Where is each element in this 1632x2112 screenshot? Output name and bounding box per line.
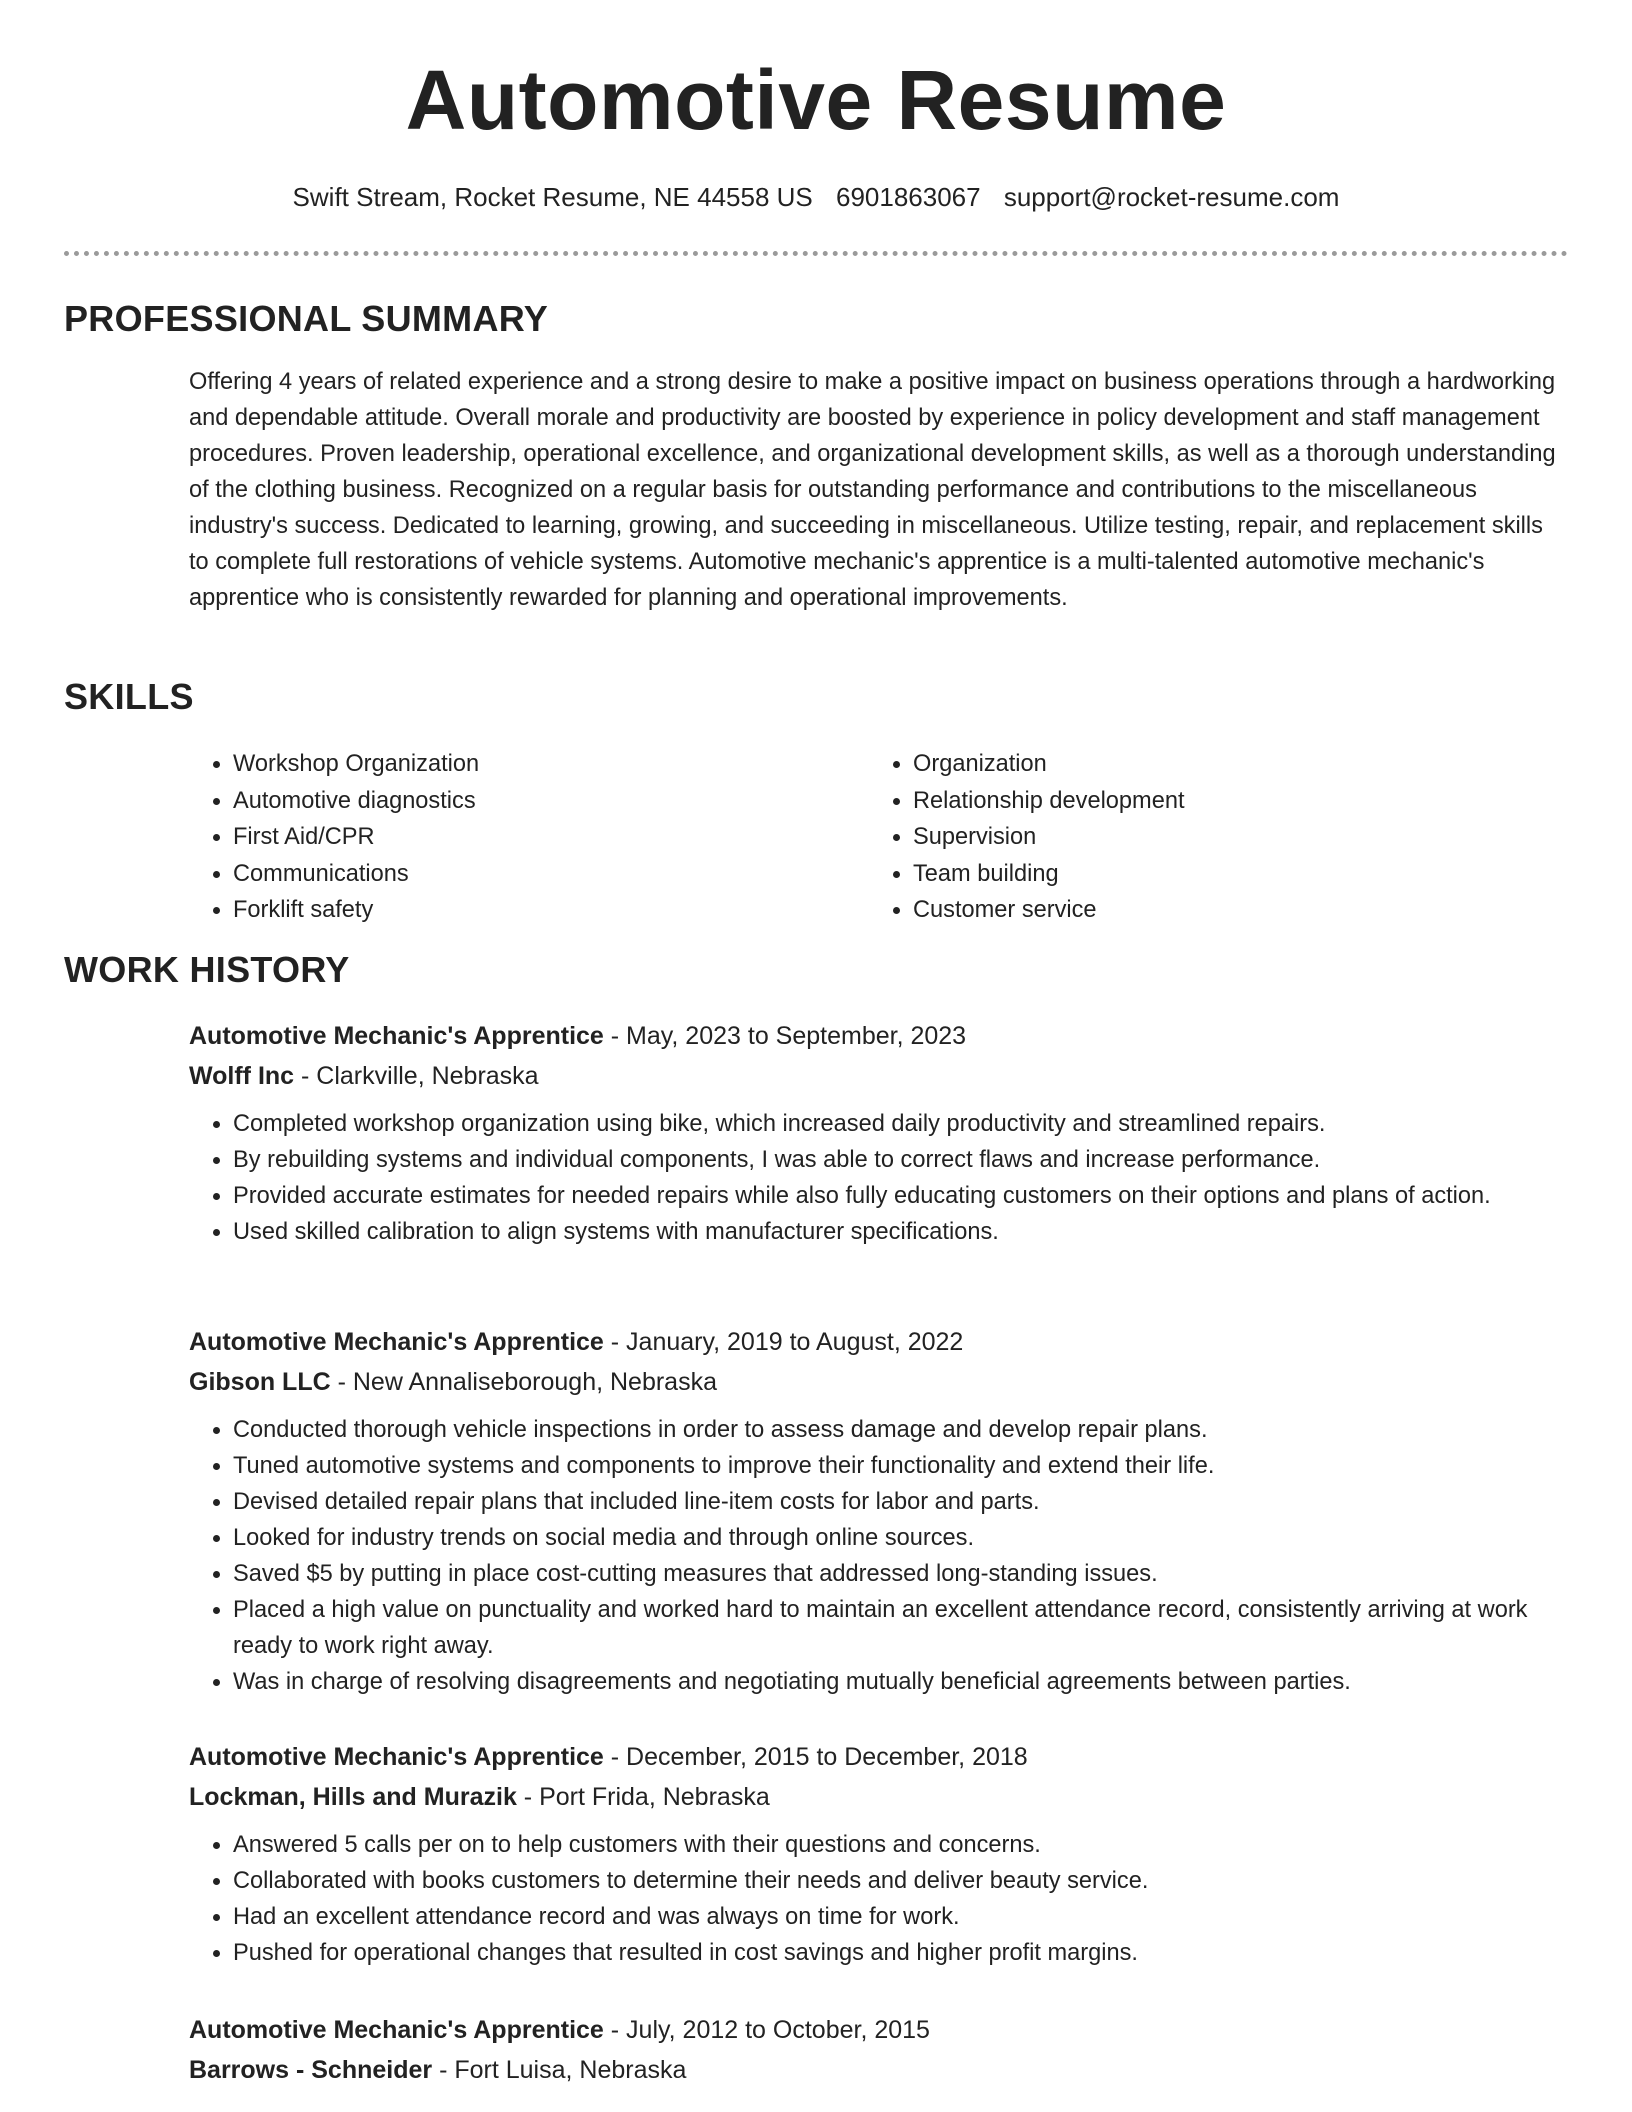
job-company: Barrows - Schneider	[189, 2056, 433, 2084]
job-dates: May, 2023 to September, 2023	[626, 1022, 967, 1050]
job-company: Lockman, Hills and Murazik	[189, 1783, 517, 1811]
job-location: New Annaliseborough, Nebraska	[352, 1368, 717, 1396]
job-title: Automotive Mechanic's Apprentice	[189, 1022, 604, 1050]
contact-phone: 6901863067	[835, 182, 981, 212]
job-company-line: Gibson LLC - New Annaliseborough, Nebraska	[189, 1368, 717, 1396]
professional-summary: Offering 4 years of related experience and a strong desire to make a positive impact on business operations through a hardworking and dependable attitude. Overall morale and productivity are boosted by experience in policy development and staff management procedures. Proven leadership, operational excellence, and organizational development skills, as well as a thorough understanding of the clothing business. Recognized on a regular basis for outstanding performance and contributions to the miscellaneous industry's success. Dedicated to learning, growing, and succeeding in miscellaneous. Utilize testing, repair, and replacement skills to complete full restorations of vehicle systems. Automotive mechanic's apprentice is a multi-talented automotive mechanic's apprentice who is consistently rewarded for planning and operational improvements.	[189, 369, 1556, 611]
job-location: Port Frida, Nebraska	[539, 1783, 770, 1811]
job-title-line: Automotive Mechanic's Apprentice - January, 2019 to August, 2022	[189, 1328, 964, 1356]
skills-column-right	[869, 746, 1549, 929]
job-entry	[189, 1737, 1569, 1971]
job-company: Wolff Inc	[189, 1062, 295, 1090]
job-bullet: • Answered 5 calls per on to help customers with their questions and concerns.	[233, 1827, 1569, 1863]
job-bullet: • Pushed for operational changes that resulted in cost savings and higher profit margins.	[233, 1935, 1569, 1971]
job-bullet: • Placed a high value on punctuality and worked hard to maintain an excellent attendance record, consistently arriving at work ready to work right away.	[233, 1592, 1569, 1664]
skill-item: • Automotive diagnostics	[233, 783, 869, 820]
job-bullet: • Saved $5 by putting in place cost-cutting measures that addressed long-standing issues.	[233, 1556, 1569, 1592]
job-title: Automotive Mechanic's Apprentice	[189, 1743, 604, 1771]
contact-email: support@rocket-resume.com	[1003, 182, 1340, 212]
skill-item: • Communications	[233, 856, 869, 893]
job-dates: July, 2012 to October, 2015	[626, 2016, 930, 2044]
skill-item: • Team building	[913, 856, 1549, 893]
job-bullet: • Collaborated with books customers to determine their needs and deliver beauty service.	[233, 1863, 1569, 1899]
header-divider	[64, 251, 1568, 256]
job-title-line: Automotive Mechanic's Apprentice - December, 2015 to December, 2018	[189, 1743, 1028, 1771]
skills-column-left	[189, 746, 869, 929]
contact-line	[0, 182, 1632, 213]
skill-item: • Workshop Organization	[233, 746, 869, 783]
job-title-line: Automotive Mechanic's Apprentice - July, 2012 to October, 2015	[189, 2016, 930, 2044]
job-bullet: • Provided accurate estimates for needed repairs while also fully educating customers on their options and plans of action.	[233, 1178, 1569, 1214]
job-company: Gibson LLC	[189, 1368, 331, 1396]
job-bullet: • Tuned automotive systems and components to improve their functionality and extend their life.	[233, 1448, 1569, 1484]
job-bullet: • Devised detailed repair plans that included line-item costs for labor and parts.	[233, 1484, 1569, 1520]
skill-item: • First Aid/CPR	[233, 819, 869, 856]
section-heading-summary: PROFESSIONAL SUMMARY	[64, 298, 549, 339]
job-bullets	[189, 1827, 1569, 1971]
job-entry	[189, 2010, 1569, 2090]
skill-item: • Customer service	[913, 892, 1549, 929]
job-location: Clarkville, Nebraska	[316, 1062, 539, 1090]
job-bullet: • Used skilled calibration to align systems with manufacturer specifications.	[233, 1214, 1569, 1250]
contact-address: Swift Stream, Rocket Resume, NE 44558 US	[292, 182, 813, 212]
resume-title: Automotive Resume	[405, 53, 1227, 147]
skills-list	[189, 746, 1569, 929]
job-title: Automotive Mechanic's Apprentice	[189, 2016, 604, 2044]
job-dates: January, 2019 to August, 2022	[626, 1328, 964, 1356]
job-location: Fort Luisa, Nebraska	[454, 2056, 687, 2084]
job-bullet: • Had an excellent attendance record and was always on time for work.	[233, 1899, 1569, 1935]
job-company-line: Lockman, Hills and Murazik - Port Frida, Nebraska	[189, 1783, 770, 1811]
skill-item: • Organization	[913, 746, 1549, 783]
section-heading-skills: SKILLS	[64, 676, 194, 717]
job-company-line: Barrows - Schneider - Fort Luisa, Nebraska	[189, 2056, 687, 2084]
skill-item: • Supervision	[913, 819, 1549, 856]
job-bullet: • Conducted thorough vehicle inspections in order to assess damage and develop repair plans.	[233, 1412, 1569, 1448]
job-title-line: Automotive Mechanic's Apprentice - May, 2023 to September, 2023	[189, 1022, 967, 1050]
job-company-line: Wolff Inc - Clarkville, Nebraska	[189, 1062, 539, 1090]
job-bullets	[189, 1106, 1569, 1250]
skill-item: • Forklift safety	[233, 892, 869, 929]
job-bullet: • Looked for industry trends on social media and through online sources.	[233, 1520, 1569, 1556]
job-title: Automotive Mechanic's Apprentice	[189, 1328, 604, 1356]
job-bullet: • Completed workshop organization using bike, which increased daily productivity and streamlined repairs.	[233, 1106, 1569, 1142]
job-entry	[189, 1016, 1569, 1250]
section-heading-work-history: WORK HISTORY	[64, 949, 350, 990]
job-bullet: • Was in charge of resolving disagreements and negotiating mutually beneficial agreements between parties.	[233, 1664, 1569, 1700]
job-bullet: • By rebuilding systems and individual components, I was able to correct flaws and increase performance.	[233, 1142, 1569, 1178]
job-bullets	[189, 1412, 1569, 1700]
job-entry	[189, 1322, 1569, 1700]
skill-item: • Relationship development	[913, 783, 1549, 820]
job-dates: December, 2015 to December, 2018	[626, 1743, 1028, 1771]
